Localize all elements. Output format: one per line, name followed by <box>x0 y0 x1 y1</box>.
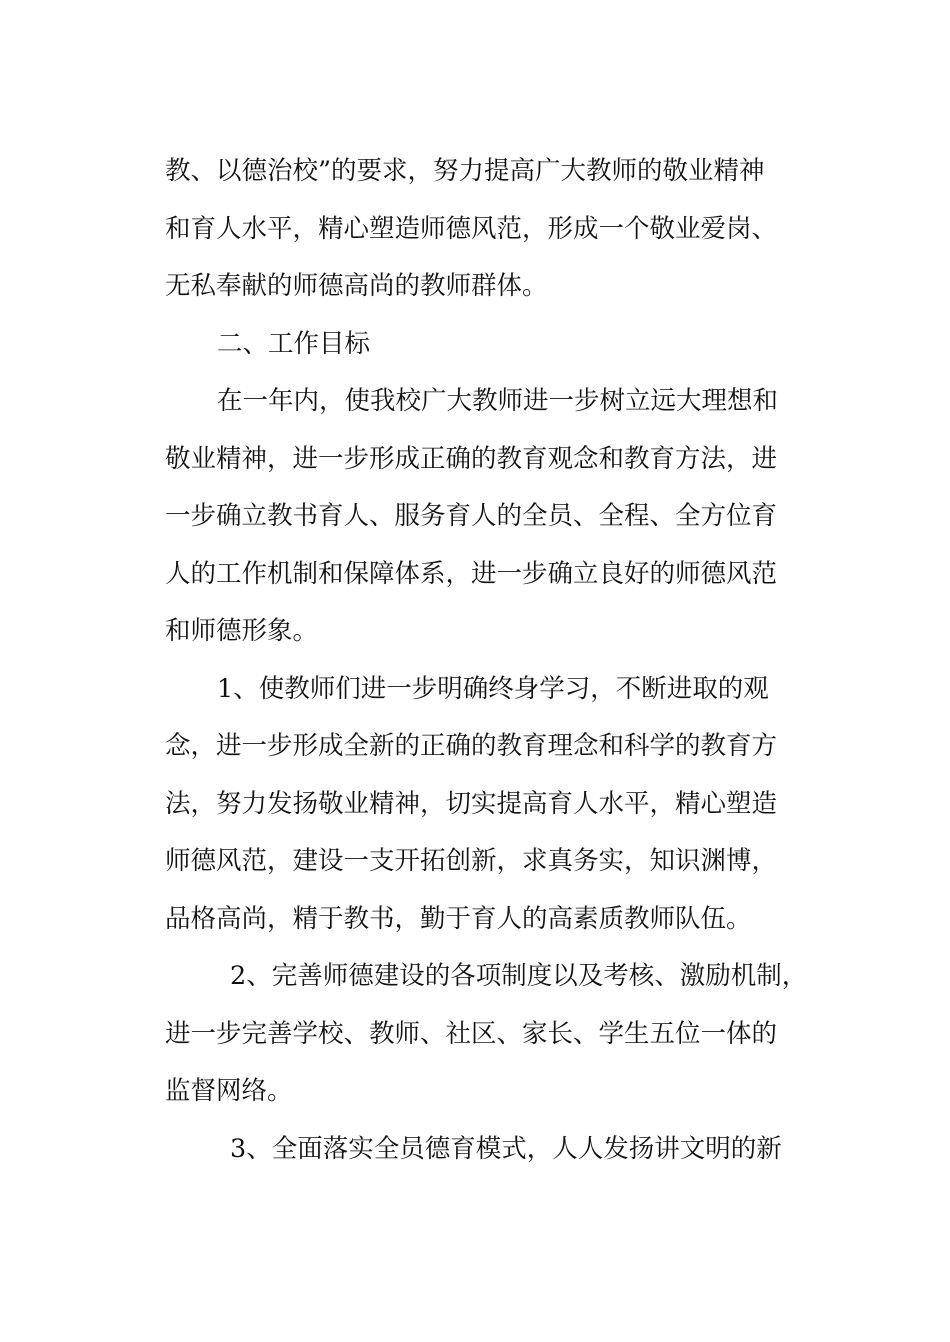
text-line: 在一年内，使我校广大教师进一步树立远大理想和 <box>217 386 779 416</box>
text-line: 品格高尚，精于教书，勤于育人的高素质教师队伍。 <box>165 903 752 934</box>
text-line: 敬业精神，进一步形成正确的教育观念和教育方法，进 <box>165 443 778 474</box>
text-line: 法，努力发扬敬业精神，切实提高育人水平，精心塑造 <box>165 788 778 819</box>
text-line: 人的工作机制和保障体系，进一步确立良好的师德风范 <box>165 558 778 589</box>
document-body <box>165 143 808 1178</box>
text-line: 念，进一步形成全新的正确的教育理念和科学的教育方 <box>165 731 778 761</box>
text-line: 监督网络。 <box>165 1076 293 1106</box>
text-line: 教、以德治校”的要求，努力提高广大教师的敬业精神 <box>165 156 765 186</box>
section-heading: 二、工作目标 <box>217 328 371 359</box>
list-item-1: 1、使教师们进一步明确终身学习，不断进取的观 <box>217 673 769 704</box>
text-line: 师德风范，建设一支开拓创新，求真务实，知识渊博， <box>165 846 778 876</box>
text-line: 进一步完善学校、教师、社区、家长、学生五位一体的 <box>165 1018 778 1049</box>
list-item-2: 2、完善师德建设的各项制度以及考核、激励机制， <box>230 961 808 991</box>
text-line: 和育人水平，精心塑造师德风范，形成一个敬业爱岗、 <box>165 213 778 244</box>
text-line: 和师德形象。 <box>165 616 319 646</box>
text-line: 一步确立教书育人、服务育人的全员、全程、全方位育 <box>165 501 778 531</box>
text-line: 无私奉献的师德高尚的教师群体。 <box>165 271 548 301</box>
list-item-3: 3、全面落实全员德育模式，人人发扬讲文明的新 <box>230 1133 782 1164</box>
